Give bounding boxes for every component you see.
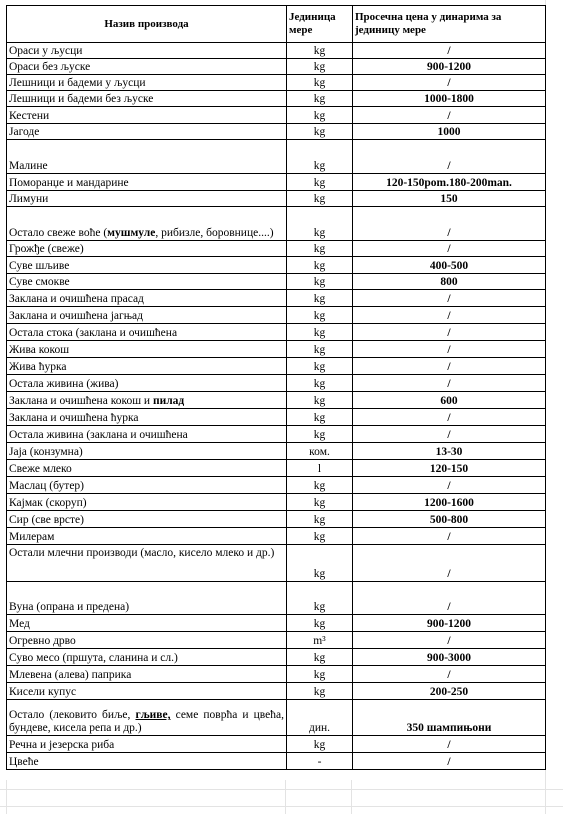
price-cell: 400-500 bbox=[353, 257, 546, 274]
price-table bbox=[6, 5, 546, 770]
product-name: Свеже млеко bbox=[7, 460, 287, 477]
product-name: Остали млечни производи (масло, кисело млеко и др.) bbox=[7, 545, 287, 582]
unit-cell: kg bbox=[287, 241, 353, 257]
table-row bbox=[7, 124, 546, 140]
product-name: Лимуни bbox=[7, 191, 287, 207]
unit-cell: kg bbox=[287, 494, 353, 511]
table-row bbox=[7, 75, 546, 91]
price-cell: 1000-1800 bbox=[353, 91, 546, 107]
product-name: Јаја (конзумна) bbox=[7, 443, 287, 460]
product-name: Кисели купус bbox=[7, 683, 287, 700]
table-row bbox=[7, 375, 546, 392]
table-row bbox=[7, 307, 546, 324]
product-name: Милерам bbox=[7, 528, 287, 545]
table-row bbox=[7, 290, 546, 307]
product-name bbox=[7, 700, 287, 736]
product-name: Речна и језерска риба bbox=[7, 736, 287, 753]
product-name: Жива кокош bbox=[7, 341, 287, 358]
product-name: Лешници и бадеми без љуске bbox=[7, 91, 287, 107]
table-row bbox=[7, 753, 546, 770]
product-name: Ораси у љусци bbox=[7, 43, 287, 59]
table-row bbox=[7, 358, 546, 375]
price-cell: 800 bbox=[353, 274, 546, 290]
unit-cell: kg bbox=[287, 341, 353, 358]
price-cell: 120-150 bbox=[353, 460, 546, 477]
table-row bbox=[7, 341, 546, 358]
price-cell: / bbox=[353, 409, 546, 426]
price-cell: / bbox=[353, 307, 546, 324]
table-row bbox=[7, 43, 546, 59]
price-cell: 500-800 bbox=[353, 511, 546, 528]
table-row bbox=[7, 511, 546, 528]
unit-cell: l bbox=[287, 460, 353, 477]
table-row bbox=[7, 683, 546, 700]
header-product-name: Назив производа bbox=[7, 6, 287, 43]
price-cell: 200-250 bbox=[353, 683, 546, 700]
product-name-emphasis: мушмуле bbox=[107, 227, 156, 239]
price-cell: 600 bbox=[353, 392, 546, 409]
price-cell: / bbox=[353, 358, 546, 375]
price-cell: 1000 bbox=[353, 124, 546, 140]
product-name: Кестени bbox=[7, 107, 287, 124]
product-name: Суво месо (пршута, сланина и сл.) bbox=[7, 649, 287, 666]
product-name: Цвеће bbox=[7, 753, 287, 770]
product-name: Остала живина (заклана и очишћена bbox=[7, 426, 287, 443]
header-unit: Јединица мере bbox=[287, 6, 353, 43]
unit-cell: kg bbox=[287, 358, 353, 375]
table-row bbox=[7, 494, 546, 511]
table-row bbox=[7, 274, 546, 290]
table-row bbox=[7, 140, 546, 174]
price-cell: / bbox=[353, 241, 546, 257]
table-row bbox=[7, 91, 546, 107]
table-row bbox=[7, 59, 546, 75]
product-name: Жива ћурка bbox=[7, 358, 287, 375]
product-name: Поморанџе и мандарине bbox=[7, 174, 287, 191]
unit-cell: kg bbox=[287, 107, 353, 124]
price-cell: / bbox=[353, 477, 546, 494]
unit-cell: kg bbox=[287, 392, 353, 409]
table-row bbox=[7, 460, 546, 477]
unit-cell: kg bbox=[287, 307, 353, 324]
price-cell: / bbox=[353, 666, 546, 683]
product-name: Лешници и бадеми у љусци bbox=[7, 75, 287, 91]
unit-cell: kg bbox=[287, 409, 353, 426]
price-cell: / bbox=[353, 528, 546, 545]
price-cell: / bbox=[353, 43, 546, 59]
price-cell: 350 шампињони bbox=[353, 700, 546, 736]
product-name: Суве шљиве bbox=[7, 257, 287, 274]
unit-cell: kg bbox=[287, 124, 353, 140]
unit-cell: ком. bbox=[287, 443, 353, 460]
unit-cell: kg bbox=[287, 257, 353, 274]
product-name: Јагоде bbox=[7, 124, 287, 140]
unit-cell: kg bbox=[287, 324, 353, 341]
table-row bbox=[7, 174, 546, 191]
price-cell: / bbox=[353, 632, 546, 649]
table-header-row bbox=[7, 6, 546, 43]
table-row bbox=[7, 736, 546, 753]
unit-cell: kg bbox=[287, 683, 353, 700]
unit-cell: kg bbox=[287, 375, 353, 392]
table-row bbox=[7, 257, 546, 274]
product-name: Огревно дрво bbox=[7, 632, 287, 649]
price-cell: 150 bbox=[353, 191, 546, 207]
price-cell: / bbox=[353, 324, 546, 341]
unit-cell: kg bbox=[287, 290, 353, 307]
header-avg-price: Просечна цена у динарима за јединицу мере bbox=[353, 6, 546, 43]
unit-cell: kg bbox=[287, 477, 353, 494]
price-cell: / bbox=[353, 753, 546, 770]
unit-cell: kg bbox=[287, 59, 353, 75]
table-row bbox=[7, 582, 546, 615]
price-cell: 900-3000 bbox=[353, 649, 546, 666]
product-name: Кајмак (скоруп) bbox=[7, 494, 287, 511]
unit-cell: kg bbox=[287, 649, 353, 666]
product-name-part: Заклана и очишћена кокош и bbox=[9, 395, 153, 407]
unit-cell: m³ bbox=[287, 632, 353, 649]
table-row bbox=[7, 107, 546, 124]
product-name: Маслац (бутер) bbox=[7, 477, 287, 494]
product-name: Остала живина (жива) bbox=[7, 375, 287, 392]
unit-cell: kg bbox=[287, 736, 353, 753]
unit-cell: kg bbox=[287, 582, 353, 615]
table-row bbox=[7, 666, 546, 683]
table-row bbox=[7, 649, 546, 666]
table-row bbox=[7, 191, 546, 207]
unit-cell: kg bbox=[287, 174, 353, 191]
unit-cell: kg bbox=[287, 528, 353, 545]
price-cell: 13-30 bbox=[353, 443, 546, 460]
price-cell: / bbox=[353, 375, 546, 392]
price-cell: / bbox=[353, 426, 546, 443]
unit-cell: kg bbox=[287, 207, 353, 241]
price-cell: 120-150pom.180-200man. bbox=[353, 174, 546, 191]
unit-cell: kg bbox=[287, 666, 353, 683]
unit-cell: kg bbox=[287, 91, 353, 107]
price-cell: 1200-1600 bbox=[353, 494, 546, 511]
table-row bbox=[7, 632, 546, 649]
table-row bbox=[7, 615, 546, 632]
table-row bbox=[7, 324, 546, 341]
unit-cell: kg bbox=[287, 511, 353, 528]
table-row bbox=[7, 528, 546, 545]
product-name-emphasis: гљиве, bbox=[135, 709, 171, 721]
product-name: Ораси без љуске bbox=[7, 59, 287, 75]
table-row bbox=[7, 426, 546, 443]
price-cell: / bbox=[353, 290, 546, 307]
product-name-part: Остало (лековито биље, bbox=[9, 709, 136, 721]
price-cell: 900-1200 bbox=[353, 615, 546, 632]
product-name bbox=[7, 207, 287, 241]
price-cell: / bbox=[353, 207, 546, 241]
unit-cell: дин. bbox=[287, 700, 353, 736]
price-cell: / bbox=[353, 582, 546, 615]
unit-cell: kg bbox=[287, 426, 353, 443]
price-cell: / bbox=[353, 736, 546, 753]
price-cell: / bbox=[353, 75, 546, 91]
product-name: Вуна (опрана и предена) bbox=[7, 582, 287, 615]
product-name: Малине bbox=[7, 140, 287, 174]
product-name: Млевена (алева) паприка bbox=[7, 666, 287, 683]
table-row bbox=[7, 700, 546, 736]
price-cell: / bbox=[353, 545, 546, 582]
table-row bbox=[7, 207, 546, 241]
product-name: Мед bbox=[7, 615, 287, 632]
table-row bbox=[7, 443, 546, 460]
product-name: Заклана и очишћена прасад bbox=[7, 290, 287, 307]
table-row bbox=[7, 477, 546, 494]
unit-cell: kg bbox=[287, 191, 353, 207]
unit-cell: kg bbox=[287, 43, 353, 59]
product-name: Сир (све врсте) bbox=[7, 511, 287, 528]
unit-cell: kg bbox=[287, 140, 353, 174]
price-cell: / bbox=[353, 140, 546, 174]
price-cell: 900-1200 bbox=[353, 59, 546, 75]
product-name-part: Остало свеже воће ( bbox=[9, 227, 108, 239]
price-cell: / bbox=[353, 341, 546, 358]
product-name-part: , рибизле, боровнице....) bbox=[155, 227, 274, 239]
product-name bbox=[7, 392, 287, 409]
unit-cell: kg bbox=[287, 615, 353, 632]
product-name: Суве смокве bbox=[7, 274, 287, 290]
unit-cell: kg bbox=[287, 545, 353, 582]
table-row bbox=[7, 545, 546, 582]
table-row bbox=[7, 409, 546, 426]
table-row bbox=[7, 392, 546, 409]
product-name-part: семе поврћа и цвећа, бундеве, кисела репа и др.) bbox=[9, 709, 284, 734]
price-cell: / bbox=[353, 107, 546, 124]
product-name: Грожђе (свеже) bbox=[7, 241, 287, 257]
product-name-emphasis: пилад bbox=[152, 395, 185, 407]
product-name: Заклана и очишћена ћурка bbox=[7, 409, 287, 426]
product-name: Заклана и очишћена јагњад bbox=[7, 307, 287, 324]
unit-cell: kg bbox=[287, 75, 353, 91]
product-name: Остала стока (заклана и очишћена bbox=[7, 324, 287, 341]
unit-cell: kg bbox=[287, 274, 353, 290]
unit-cell: - bbox=[287, 753, 353, 770]
table-row bbox=[7, 241, 546, 257]
